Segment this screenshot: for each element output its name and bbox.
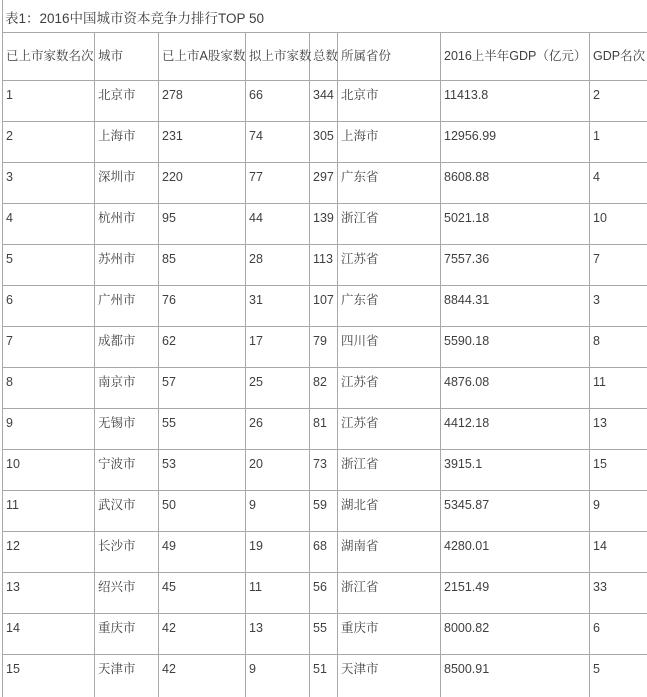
table-row (3, 368, 647, 409)
cell: 74 (246, 122, 310, 163)
column-header-4: 拟上市家数 (246, 33, 310, 81)
cell: 68 (310, 532, 338, 573)
cell: 49 (159, 532, 246, 573)
cell: 8608.88 (441, 163, 590, 204)
column-header-2: 城市 (95, 33, 159, 81)
cell: 3 (3, 163, 95, 204)
cell: 305 (310, 122, 338, 163)
cell: 55 (159, 409, 246, 450)
cell: 278 (159, 81, 246, 122)
cell: 10 (590, 204, 647, 245)
cell: 11413.8 (441, 81, 590, 122)
cell: 9 (246, 491, 310, 532)
cell: 220 (159, 163, 246, 204)
cell: 139 (310, 204, 338, 245)
cell: 12956.99 (441, 122, 590, 163)
cell: 17 (246, 327, 310, 368)
cell: 6 (590, 614, 647, 655)
cell: 5590.18 (441, 327, 590, 368)
cell: 11 (246, 573, 310, 614)
cell: 297 (310, 163, 338, 204)
cell: 82 (310, 368, 338, 409)
cell: 绍兴市 (95, 573, 159, 614)
cell: 江苏省 (338, 409, 441, 450)
table-caption: 表1：2016中国城市资本竞争力排行TOP 50 (5, 11, 265, 26)
cell: 76 (159, 286, 246, 327)
cell: 13 (590, 409, 647, 450)
cell: 2151.49 (441, 573, 590, 614)
cell: 51 (310, 655, 338, 697)
cell: 8500.91 (441, 655, 590, 697)
column-header-6: 所属省份 (338, 33, 441, 81)
cell: 14 (590, 532, 647, 573)
cell: 231 (159, 122, 246, 163)
capital-competitiveness-table (2, 32, 647, 697)
cell: 31 (246, 286, 310, 327)
header-row (3, 33, 647, 81)
table-row (3, 409, 647, 450)
cell: 85 (159, 245, 246, 286)
cell: 11 (590, 368, 647, 409)
cell: 宁波市 (95, 450, 159, 491)
table-row (3, 655, 647, 697)
cell: 26 (246, 409, 310, 450)
cell: 9 (246, 655, 310, 697)
table-row (3, 81, 647, 122)
table-row (3, 573, 647, 614)
cell: 广东省 (338, 286, 441, 327)
cell: 11 (3, 491, 95, 532)
table-head (3, 33, 647, 81)
cell: 113 (310, 245, 338, 286)
cell: 湖南省 (338, 532, 441, 573)
cell: 广州市 (95, 286, 159, 327)
cell: 73 (310, 450, 338, 491)
table-row (3, 204, 647, 245)
column-header-8: GDP名次 (590, 33, 647, 81)
cell: 天津市 (95, 655, 159, 697)
cell: 南京市 (95, 368, 159, 409)
cell: 浙江省 (338, 450, 441, 491)
cell: 浙江省 (338, 204, 441, 245)
cell: 1 (3, 81, 95, 122)
cell: 344 (310, 81, 338, 122)
column-header-1: 已上市家数名次 (3, 33, 95, 81)
cell: 5 (3, 245, 95, 286)
table-row (3, 491, 647, 532)
cell: 14 (3, 614, 95, 655)
cell: 7 (590, 245, 647, 286)
cell: 重庆市 (338, 614, 441, 655)
cell: 10 (3, 450, 95, 491)
table-row (3, 614, 647, 655)
cell: 33 (590, 573, 647, 614)
cell: 15 (590, 450, 647, 491)
cell: 95 (159, 204, 246, 245)
cell: 2 (3, 122, 95, 163)
table-row (3, 450, 647, 491)
cell: 4876.08 (441, 368, 590, 409)
cell: 4 (3, 204, 95, 245)
cell: 无锡市 (95, 409, 159, 450)
cell: 12 (3, 532, 95, 573)
cell: 66 (246, 81, 310, 122)
cell: 浙江省 (338, 573, 441, 614)
cell: 武汉市 (95, 491, 159, 532)
cell: 1 (590, 122, 647, 163)
table-row (3, 163, 647, 204)
cell: 44 (246, 204, 310, 245)
cell: 5345.87 (441, 491, 590, 532)
cell: 28 (246, 245, 310, 286)
table-row (3, 532, 647, 573)
cell: 25 (246, 368, 310, 409)
cell: 四川省 (338, 327, 441, 368)
cell: 59 (310, 491, 338, 532)
cell: 56 (310, 573, 338, 614)
cell: 4412.18 (441, 409, 590, 450)
cell: 19 (246, 532, 310, 573)
cell: 5 (590, 655, 647, 697)
table-row (3, 122, 647, 163)
cell: 广东省 (338, 163, 441, 204)
cell: 13 (246, 614, 310, 655)
cell: 8844.31 (441, 286, 590, 327)
cell: 53 (159, 450, 246, 491)
cell: 7557.36 (441, 245, 590, 286)
cell: 15 (3, 655, 95, 697)
cell: 45 (159, 573, 246, 614)
cell: 苏州市 (95, 245, 159, 286)
cell: 深圳市 (95, 163, 159, 204)
cell: 长沙市 (95, 532, 159, 573)
cell: 107 (310, 286, 338, 327)
cell: 上海市 (95, 122, 159, 163)
cell: 20 (246, 450, 310, 491)
table-body (3, 81, 647, 697)
cell: 8 (590, 327, 647, 368)
cell: 4280.01 (441, 532, 590, 573)
cell: 7 (3, 327, 95, 368)
cell: 9 (590, 491, 647, 532)
column-header-7: 2016上半年GDP（亿元） (441, 33, 590, 81)
cell: 湖北省 (338, 491, 441, 532)
cell: 重庆市 (95, 614, 159, 655)
cell: 上海市 (338, 122, 441, 163)
column-header-3: 已上市A股家数 (159, 33, 246, 81)
cell: 5021.18 (441, 204, 590, 245)
cell: 4 (590, 163, 647, 204)
cell: 81 (310, 409, 338, 450)
cell: 杭州市 (95, 204, 159, 245)
cell: 8 (3, 368, 95, 409)
cell: 成都市 (95, 327, 159, 368)
table-row (3, 245, 647, 286)
cell: 42 (159, 614, 246, 655)
cell: 79 (310, 327, 338, 368)
cell: 8000.82 (441, 614, 590, 655)
column-header-5: 总数 (310, 33, 338, 81)
table-row (3, 286, 647, 327)
cell: 9 (3, 409, 95, 450)
cell: 2 (590, 81, 647, 122)
cell: 江苏省 (338, 368, 441, 409)
cell: 77 (246, 163, 310, 204)
cell: 42 (159, 655, 246, 697)
cell: 55 (310, 614, 338, 655)
cell: 北京市 (338, 81, 441, 122)
cell: 50 (159, 491, 246, 532)
cell: 北京市 (95, 81, 159, 122)
cell: 62 (159, 327, 246, 368)
cell: 6 (3, 286, 95, 327)
cell: 13 (3, 573, 95, 614)
table-row (3, 327, 647, 368)
cell: 天津市 (338, 655, 441, 697)
cell: 57 (159, 368, 246, 409)
cell: 江苏省 (338, 245, 441, 286)
cell: 3915.1 (441, 450, 590, 491)
cell: 3 (590, 286, 647, 327)
